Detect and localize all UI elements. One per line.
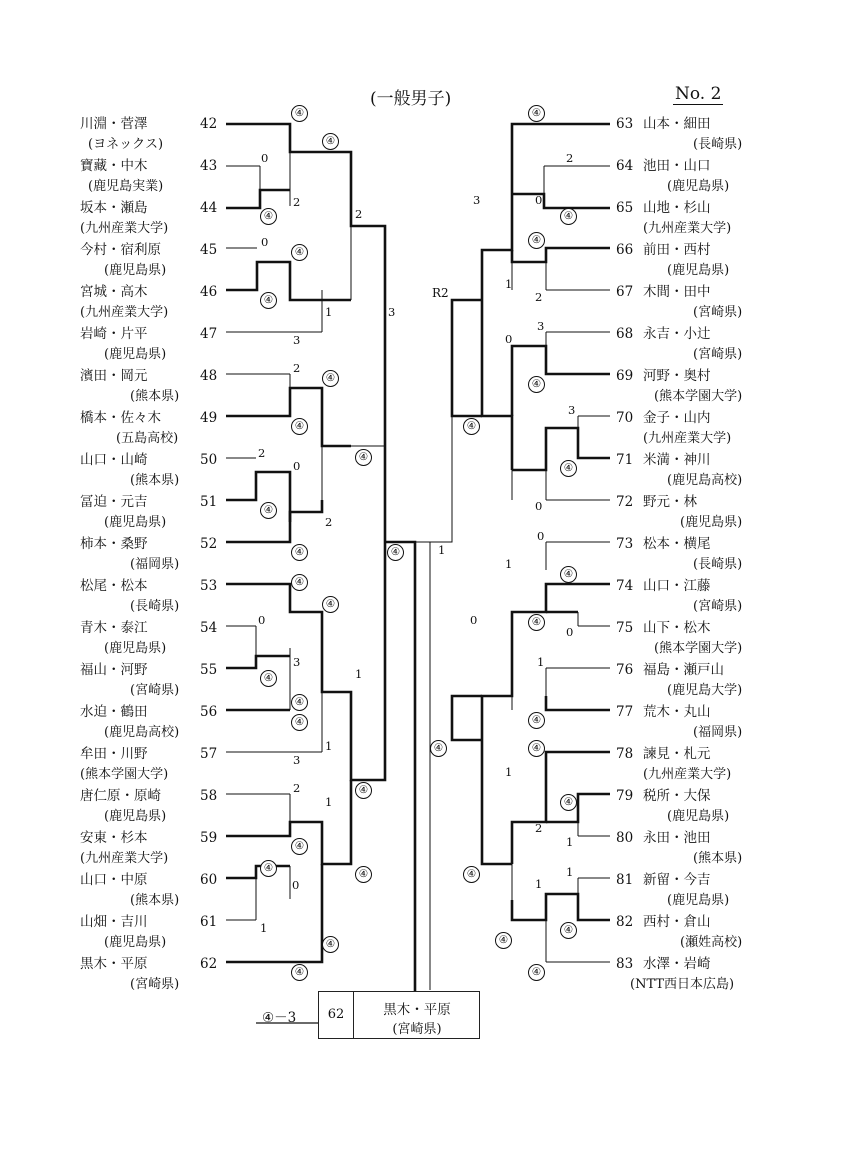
player-number: 78 xyxy=(616,746,634,762)
score: 0 xyxy=(261,235,269,249)
player-name: 濱田・岡元 xyxy=(80,368,148,384)
player-affiliation: (鹿児島県) xyxy=(667,809,730,824)
player-affiliation: (鹿児島県) xyxy=(667,179,730,194)
player-name: 山地・杉山 xyxy=(643,200,711,216)
player-number: 53 xyxy=(200,578,218,594)
player-affiliation: (鹿児島県) xyxy=(104,347,167,362)
player-affiliation: (熊本県) xyxy=(130,389,180,404)
player-affiliation: (鹿児島大学) xyxy=(667,683,743,698)
win-mark: ④ xyxy=(560,208,577,225)
player-number: 80 xyxy=(616,830,634,846)
win-mark: ④ xyxy=(560,794,577,811)
player-name: 金子・山内 xyxy=(643,410,711,426)
player-name: 安東・杉本 xyxy=(80,830,148,846)
player-name: 河野・奥村 xyxy=(643,368,711,384)
player-number: 69 xyxy=(616,368,634,384)
win-mark: ④ xyxy=(528,376,545,393)
champion-box xyxy=(318,991,480,1039)
player-number: 71 xyxy=(616,452,634,468)
score: 1 xyxy=(325,795,333,809)
player-name: 寶藏・中木 xyxy=(80,158,148,174)
player-name: 木間・田中 xyxy=(643,284,711,300)
player-name: 山下・松木 xyxy=(643,620,711,636)
player-name: 山口・中原 xyxy=(80,872,148,888)
player-number: 45 xyxy=(200,242,218,258)
player-name: 水澤・岩崎 xyxy=(643,956,711,972)
page-number: No. 2 xyxy=(675,84,722,104)
player-affiliation: (鹿児島県) xyxy=(104,809,167,824)
player-number: 57 xyxy=(200,746,218,762)
score: 0 xyxy=(566,625,574,639)
win-mark: ④ xyxy=(260,670,277,687)
player-number: 66 xyxy=(616,242,634,258)
player-affiliation: (宮崎県) xyxy=(130,683,180,698)
player-affiliation: (瀬姓高校) xyxy=(680,935,743,950)
player-name: 西村・倉山 xyxy=(643,914,711,930)
player-name: 牟田・川野 xyxy=(80,746,148,762)
player-name: 池田・山口 xyxy=(643,158,711,174)
player-name: 松本・横尾 xyxy=(643,536,711,552)
score: 1 xyxy=(438,543,446,557)
player-name: 青木・泰江 xyxy=(80,620,148,636)
player-number: 55 xyxy=(200,662,218,678)
player-number: 56 xyxy=(200,704,218,720)
player-number: 61 xyxy=(200,914,218,930)
player-number: 51 xyxy=(200,494,218,510)
win-mark: ④ xyxy=(291,714,308,731)
win-mark: ④ xyxy=(291,964,308,981)
win-mark: ④ xyxy=(560,922,577,939)
score: 3 xyxy=(293,333,301,347)
player-name: 坂本・瀬島 xyxy=(80,200,148,216)
win-mark: ④ xyxy=(322,936,339,953)
player-affiliation: (鹿児島県) xyxy=(680,515,743,530)
player-name: 福島・瀬戸山 xyxy=(643,662,724,678)
page-title: (一般男子) xyxy=(370,89,452,109)
score: 1 xyxy=(537,655,545,669)
player-affiliation: (鹿児島高校) xyxy=(104,725,180,740)
score: 0 xyxy=(261,151,269,165)
player-name: 川淵・菅澤 xyxy=(80,116,148,132)
win-mark: ④ xyxy=(387,544,404,561)
score: 1 xyxy=(325,739,333,753)
win-mark: ④ xyxy=(528,105,545,122)
win-mark: ④ xyxy=(560,566,577,583)
player-affiliation: (熊本学園大学) xyxy=(654,389,743,404)
champion-name: 黒木・平原 xyxy=(383,1002,451,1018)
player-number: 50 xyxy=(200,452,218,468)
score: 2 xyxy=(325,515,333,529)
win-mark: ④ xyxy=(291,418,308,435)
player-affiliation: (福岡県) xyxy=(130,557,180,572)
win-mark: ④ xyxy=(355,782,372,799)
score: 2 xyxy=(535,290,543,304)
player-affiliation: (九州産業大学) xyxy=(80,851,169,866)
player-affiliation: (鹿児島実業) xyxy=(88,179,164,194)
score: 2 xyxy=(293,781,301,795)
player-affiliation: (九州産業大学) xyxy=(80,221,169,236)
score: 1 xyxy=(355,667,363,681)
player-name: 山口・山崎 xyxy=(80,452,148,468)
player-affiliation: (熊本学園大学) xyxy=(80,767,169,782)
score: 2 xyxy=(293,361,301,375)
score: 0 xyxy=(293,459,301,473)
score: 0 xyxy=(535,499,543,513)
player-affiliation: (鹿児島県) xyxy=(104,935,167,950)
player-affiliation: (熊本学園大学) xyxy=(654,641,743,656)
player-affiliation: (鹿児島県) xyxy=(104,263,167,278)
player-number: 74 xyxy=(616,578,634,594)
win-mark: ④ xyxy=(463,866,480,883)
score: 3 xyxy=(293,655,301,669)
player-number: 62 xyxy=(200,956,218,972)
score: 0 xyxy=(505,332,513,346)
player-affiliation: (九州産業大学) xyxy=(643,221,732,236)
player-name: 前田・西村 xyxy=(643,242,711,258)
player-number: 60 xyxy=(200,872,218,888)
win-mark: ④ xyxy=(528,740,545,757)
player-affiliation: (宮崎県) xyxy=(130,977,180,992)
player-number: 79 xyxy=(616,788,634,804)
score: 1 xyxy=(566,835,574,849)
player-name: 諫見・札元 xyxy=(643,746,711,762)
player-affiliation: (長崎県) xyxy=(693,137,743,152)
player-number: 76 xyxy=(616,662,634,678)
player-name: 柿本・桑野 xyxy=(80,536,148,552)
win-mark: ④ xyxy=(291,694,308,711)
player-affiliation: (鹿児島県) xyxy=(104,515,167,530)
player-name: 山畑・吉川 xyxy=(80,914,148,930)
player-number: 73 xyxy=(616,536,634,552)
score: 2 xyxy=(355,207,363,221)
win-mark: ④ xyxy=(260,208,277,225)
win-mark: ④ xyxy=(355,449,372,466)
score: 1 xyxy=(505,557,513,571)
champion-number: 62 xyxy=(319,992,354,1038)
player-number: 75 xyxy=(616,620,634,636)
player-affiliation: (ヨネックス) xyxy=(88,137,164,152)
win-mark: ④ xyxy=(291,105,308,122)
win-mark: ④ xyxy=(322,133,339,150)
player-affiliation: (宮崎県) xyxy=(693,347,743,362)
player-name: 荒木・丸山 xyxy=(643,704,711,720)
player-affiliation: (長崎県) xyxy=(693,557,743,572)
player-number: 70 xyxy=(616,410,634,426)
player-name: 野元・林 xyxy=(643,494,697,510)
score: 3 xyxy=(473,193,481,207)
player-affiliation: (九州産業大学) xyxy=(643,767,732,782)
player-affiliation: (熊本県) xyxy=(693,851,743,866)
player-number: 63 xyxy=(616,116,634,132)
player-name: 新留・今吉 xyxy=(643,872,711,888)
player-number: 48 xyxy=(200,368,218,384)
score: 3 xyxy=(537,319,545,333)
win-mark: ④ xyxy=(528,964,545,981)
player-number: 54 xyxy=(200,620,218,636)
player-affiliation: (長崎県) xyxy=(130,599,180,614)
score: 0 xyxy=(292,878,300,892)
win-mark: ④ xyxy=(528,712,545,729)
win-mark: ④ xyxy=(528,614,545,631)
player-name: 今村・宿利原 xyxy=(80,242,161,258)
score: 1 xyxy=(535,877,543,891)
score: 1 xyxy=(260,921,268,935)
player-name: 山本・細田 xyxy=(643,116,711,132)
player-affiliation: (鹿児島県) xyxy=(667,893,730,908)
score: 0 xyxy=(470,613,478,627)
player-affiliation: (九州産業大学) xyxy=(80,305,169,320)
player-number: 82 xyxy=(616,914,634,930)
r2-label: R2 xyxy=(432,286,449,300)
score: 0 xyxy=(258,613,266,627)
score: 0 xyxy=(537,529,545,543)
score: 2 xyxy=(258,446,266,460)
win-mark: ④ xyxy=(322,596,339,613)
player-number: 44 xyxy=(200,200,218,216)
win-mark: ④ xyxy=(260,292,277,309)
win-mark: ④ xyxy=(463,418,480,435)
win-mark: ④ xyxy=(495,932,512,949)
win-mark: ④ xyxy=(291,838,308,855)
player-number: 64 xyxy=(616,158,634,174)
player-number: 59 xyxy=(200,830,218,846)
player-number: 58 xyxy=(200,788,218,804)
player-affiliation: (熊本県) xyxy=(130,893,180,908)
win-mark: ④ xyxy=(560,460,577,477)
score: 3 xyxy=(388,305,396,319)
win-mark: ④ xyxy=(260,502,277,519)
win-mark: ④ xyxy=(430,740,447,757)
score: 1 xyxy=(325,305,333,319)
final-score: ④－3 xyxy=(262,1010,297,1026)
score: 1 xyxy=(505,765,513,779)
player-affiliation: (九州産業大学) xyxy=(643,431,732,446)
player-affiliation: (鹿児島高校) xyxy=(667,473,743,488)
player-number: 47 xyxy=(200,326,218,342)
player-name: 山口・江藤 xyxy=(643,578,711,594)
win-mark: ④ xyxy=(291,544,308,561)
player-number: 72 xyxy=(616,494,634,510)
player-number: 46 xyxy=(200,284,218,300)
player-name: 岩崎・片平 xyxy=(80,326,148,342)
player-affiliation: (福岡県) xyxy=(693,725,743,740)
player-number: 67 xyxy=(616,284,634,300)
player-name: 唐仁原・原崎 xyxy=(80,788,161,804)
player-affiliation: (NTT西日本広島) xyxy=(630,977,735,992)
player-name: 橋本・佐々木 xyxy=(80,410,161,426)
player-affiliation: (鹿児島県) xyxy=(667,263,730,278)
score: 1 xyxy=(566,865,574,879)
player-name: 永吉・小辻 xyxy=(643,326,711,342)
win-mark: ④ xyxy=(322,370,339,387)
player-affiliation: (鹿児島県) xyxy=(104,641,167,656)
player-number: 49 xyxy=(200,410,218,426)
player-name: 宮城・高木 xyxy=(80,284,148,300)
player-affiliation: (五島高校) xyxy=(116,431,179,446)
win-mark: ④ xyxy=(355,866,372,883)
score: 1 xyxy=(505,277,513,291)
player-number: 43 xyxy=(200,158,218,174)
score: 2 xyxy=(566,151,574,165)
win-mark: ④ xyxy=(528,232,545,249)
score: 2 xyxy=(293,195,301,209)
player-number: 52 xyxy=(200,536,218,552)
player-affiliation: (熊本県) xyxy=(130,473,180,488)
player-name: 税所・大保 xyxy=(643,788,711,804)
player-affiliation: (宮崎県) xyxy=(693,599,743,614)
score: 0 xyxy=(535,193,543,207)
score: 3 xyxy=(568,403,576,417)
player-name: 米満・神川 xyxy=(643,452,711,468)
player-number: 81 xyxy=(616,872,634,888)
player-number: 65 xyxy=(616,200,634,216)
player-number: 77 xyxy=(616,704,634,720)
win-mark: ④ xyxy=(291,244,308,261)
player-affiliation: (宮崎県) xyxy=(693,305,743,320)
score: 2 xyxy=(535,821,543,835)
player-name: 福山・河野 xyxy=(80,662,148,678)
player-name: 松尾・松本 xyxy=(80,578,148,594)
player-number: 42 xyxy=(200,116,218,132)
win-mark: ④ xyxy=(291,574,308,591)
player-name: 黒木・平原 xyxy=(80,956,148,972)
player-name: 水迫・鶴田 xyxy=(80,704,148,720)
player-number: 68 xyxy=(616,326,634,342)
player-name: 冨迫・元吉 xyxy=(80,494,148,510)
win-mark: ④ xyxy=(260,860,277,877)
score: 3 xyxy=(293,753,301,767)
player-number: 83 xyxy=(616,956,634,972)
champion-affiliation: (宮崎県) xyxy=(392,1022,442,1037)
player-name: 永田・池田 xyxy=(643,830,711,846)
